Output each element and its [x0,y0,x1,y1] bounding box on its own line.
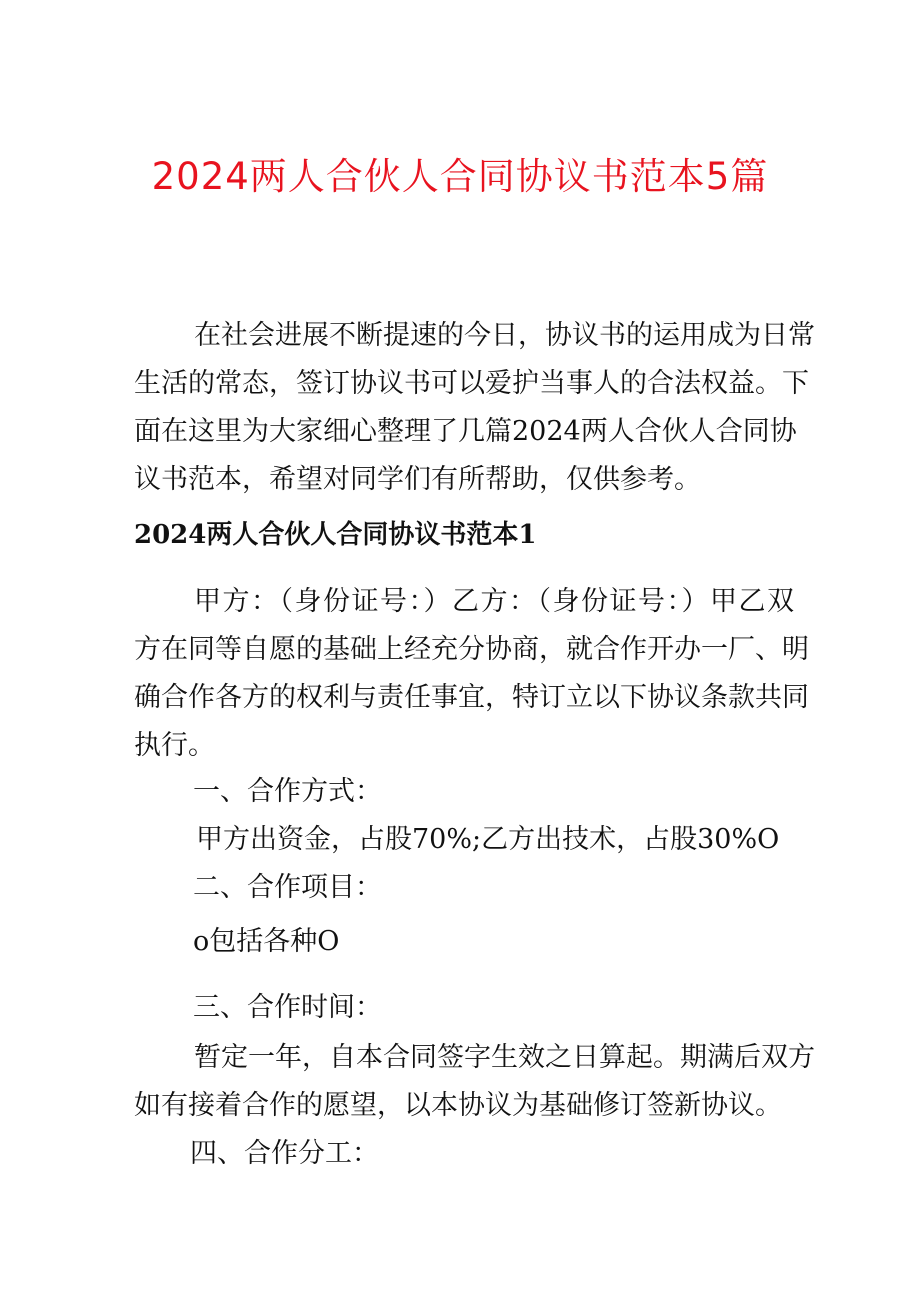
item3-line-2: 如有接着合作的愿望，以本协议为基础修订签新协议。 [134,1090,782,1121]
intro-line-4: 议书范本，希望对同学们有所帮助，仅供参考。 [134,464,701,495]
section-heading: 2024两人合伙人合同协议书范本1 [134,520,537,550]
item2-text: o包括各种O [193,926,340,957]
parties-paragraph [134,578,809,770]
intro-line-2: 生活的常态，签订协议书可以爱护当事人的合法权益。下 [134,368,809,399]
item4-heading: 四、合作分工： [190,1138,379,1169]
item1-text: 甲方出资金，占股70%;乙方出技术，占股30%O [196,824,780,855]
item1-heading: 一、合作方式： [193,776,382,807]
intro-paragraph [134,312,815,504]
parties-line-4: 执行。 [134,730,215,761]
item3-line-1: 暂定一年，自本合同签字生效之日算起。期满后双方 [194,1042,815,1073]
item2-heading: 二、合作项目： [193,872,382,903]
parties-line-1: 甲方：（身份证号：）乙方：（身份证号：）甲乙双 [194,586,794,617]
intro-line-1: 在社会进展不断提速的今日，协议书的运用成为日常 [194,320,815,351]
parties-line-2: 方在同等自愿的基础上经充分协商，就合作开办一厂、明 [134,634,809,665]
parties-line-3: 确合作各方的权利与责任事宜，特订立以下协议条款共同 [134,682,809,713]
document-title: 2024两人合伙人合同协议书范本5篇 [151,155,769,198]
item3-paragraph [134,1034,815,1130]
item3-heading: 三、合作时间： [193,992,382,1023]
intro-line-3: 面在这里为大家细心整理了几篇2024两人合伙人合同协 [134,416,797,447]
